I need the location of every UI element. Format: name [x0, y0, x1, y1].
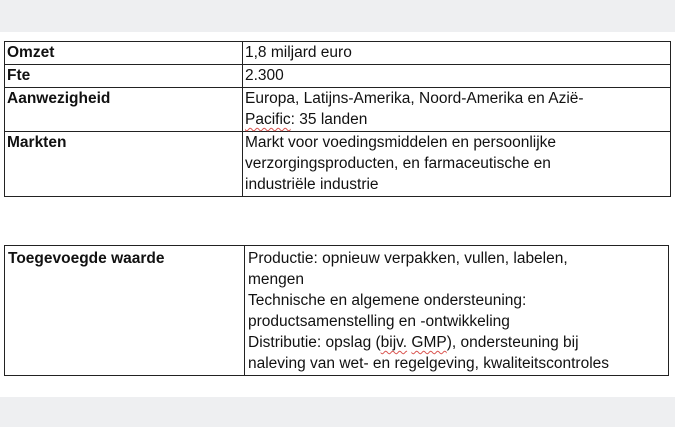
value-line: Europa, Latijns-Amerika, Noord-Amerika en Azië- [245, 90, 584, 107]
row-label-aanwezigheid: Aanwezigheid [5, 88, 243, 132]
value-line: Distributie: opslag (bijv. GMP), ondersteuning bij [248, 334, 579, 351]
value-line: Pacific: 35 landen [245, 111, 368, 128]
spellcheck-flag: GMP [411, 334, 447, 351]
row-value-markten [243, 132, 671, 197]
added-value-table [4, 245, 669, 376]
row-value-aanwezigheid [243, 88, 671, 132]
row-value-omzet [243, 42, 671, 65]
row-label-toegevoegde-waarde: Toegevoegde waarde [5, 246, 245, 376]
value-line: Technische en algemene ondersteuning: [248, 292, 527, 309]
table-row [5, 88, 671, 132]
value-line: verzorgingsproducten, en farmaceutische en [245, 155, 551, 172]
document-page [0, 32, 675, 397]
value-line: productsamenstelling en -ontwikkeling [248, 313, 510, 330]
value-line: Productie: opnieuw verpakken, vullen, labelen, [248, 250, 568, 267]
value-line: Markt voor voedingsmiddelen en persoonlijke [245, 134, 557, 151]
row-label-omzet: Omzet [5, 42, 243, 65]
value-line: 1,8 miljard euro [245, 44, 352, 61]
value-line: industriële industrie [245, 176, 379, 193]
table-row [5, 132, 671, 197]
value-line: 2.300 [245, 67, 284, 84]
value-line: mengen [248, 271, 305, 288]
spellcheck-flag: bijv. [380, 334, 408, 351]
row-label-fte: Fte [5, 65, 243, 88]
row-label-markten: Markten [5, 132, 243, 197]
spellcheck-flag: Pacific [245, 111, 291, 128]
table-row [5, 42, 671, 65]
row-value-toegevoegde-waarde [245, 246, 669, 376]
table-row [5, 65, 671, 88]
value-line: naleving van wet- en regelgeving, kwaliteitscontroles [248, 355, 610, 372]
table-row [5, 246, 669, 376]
company-facts-table [4, 41, 671, 197]
row-value-fte [243, 65, 671, 88]
